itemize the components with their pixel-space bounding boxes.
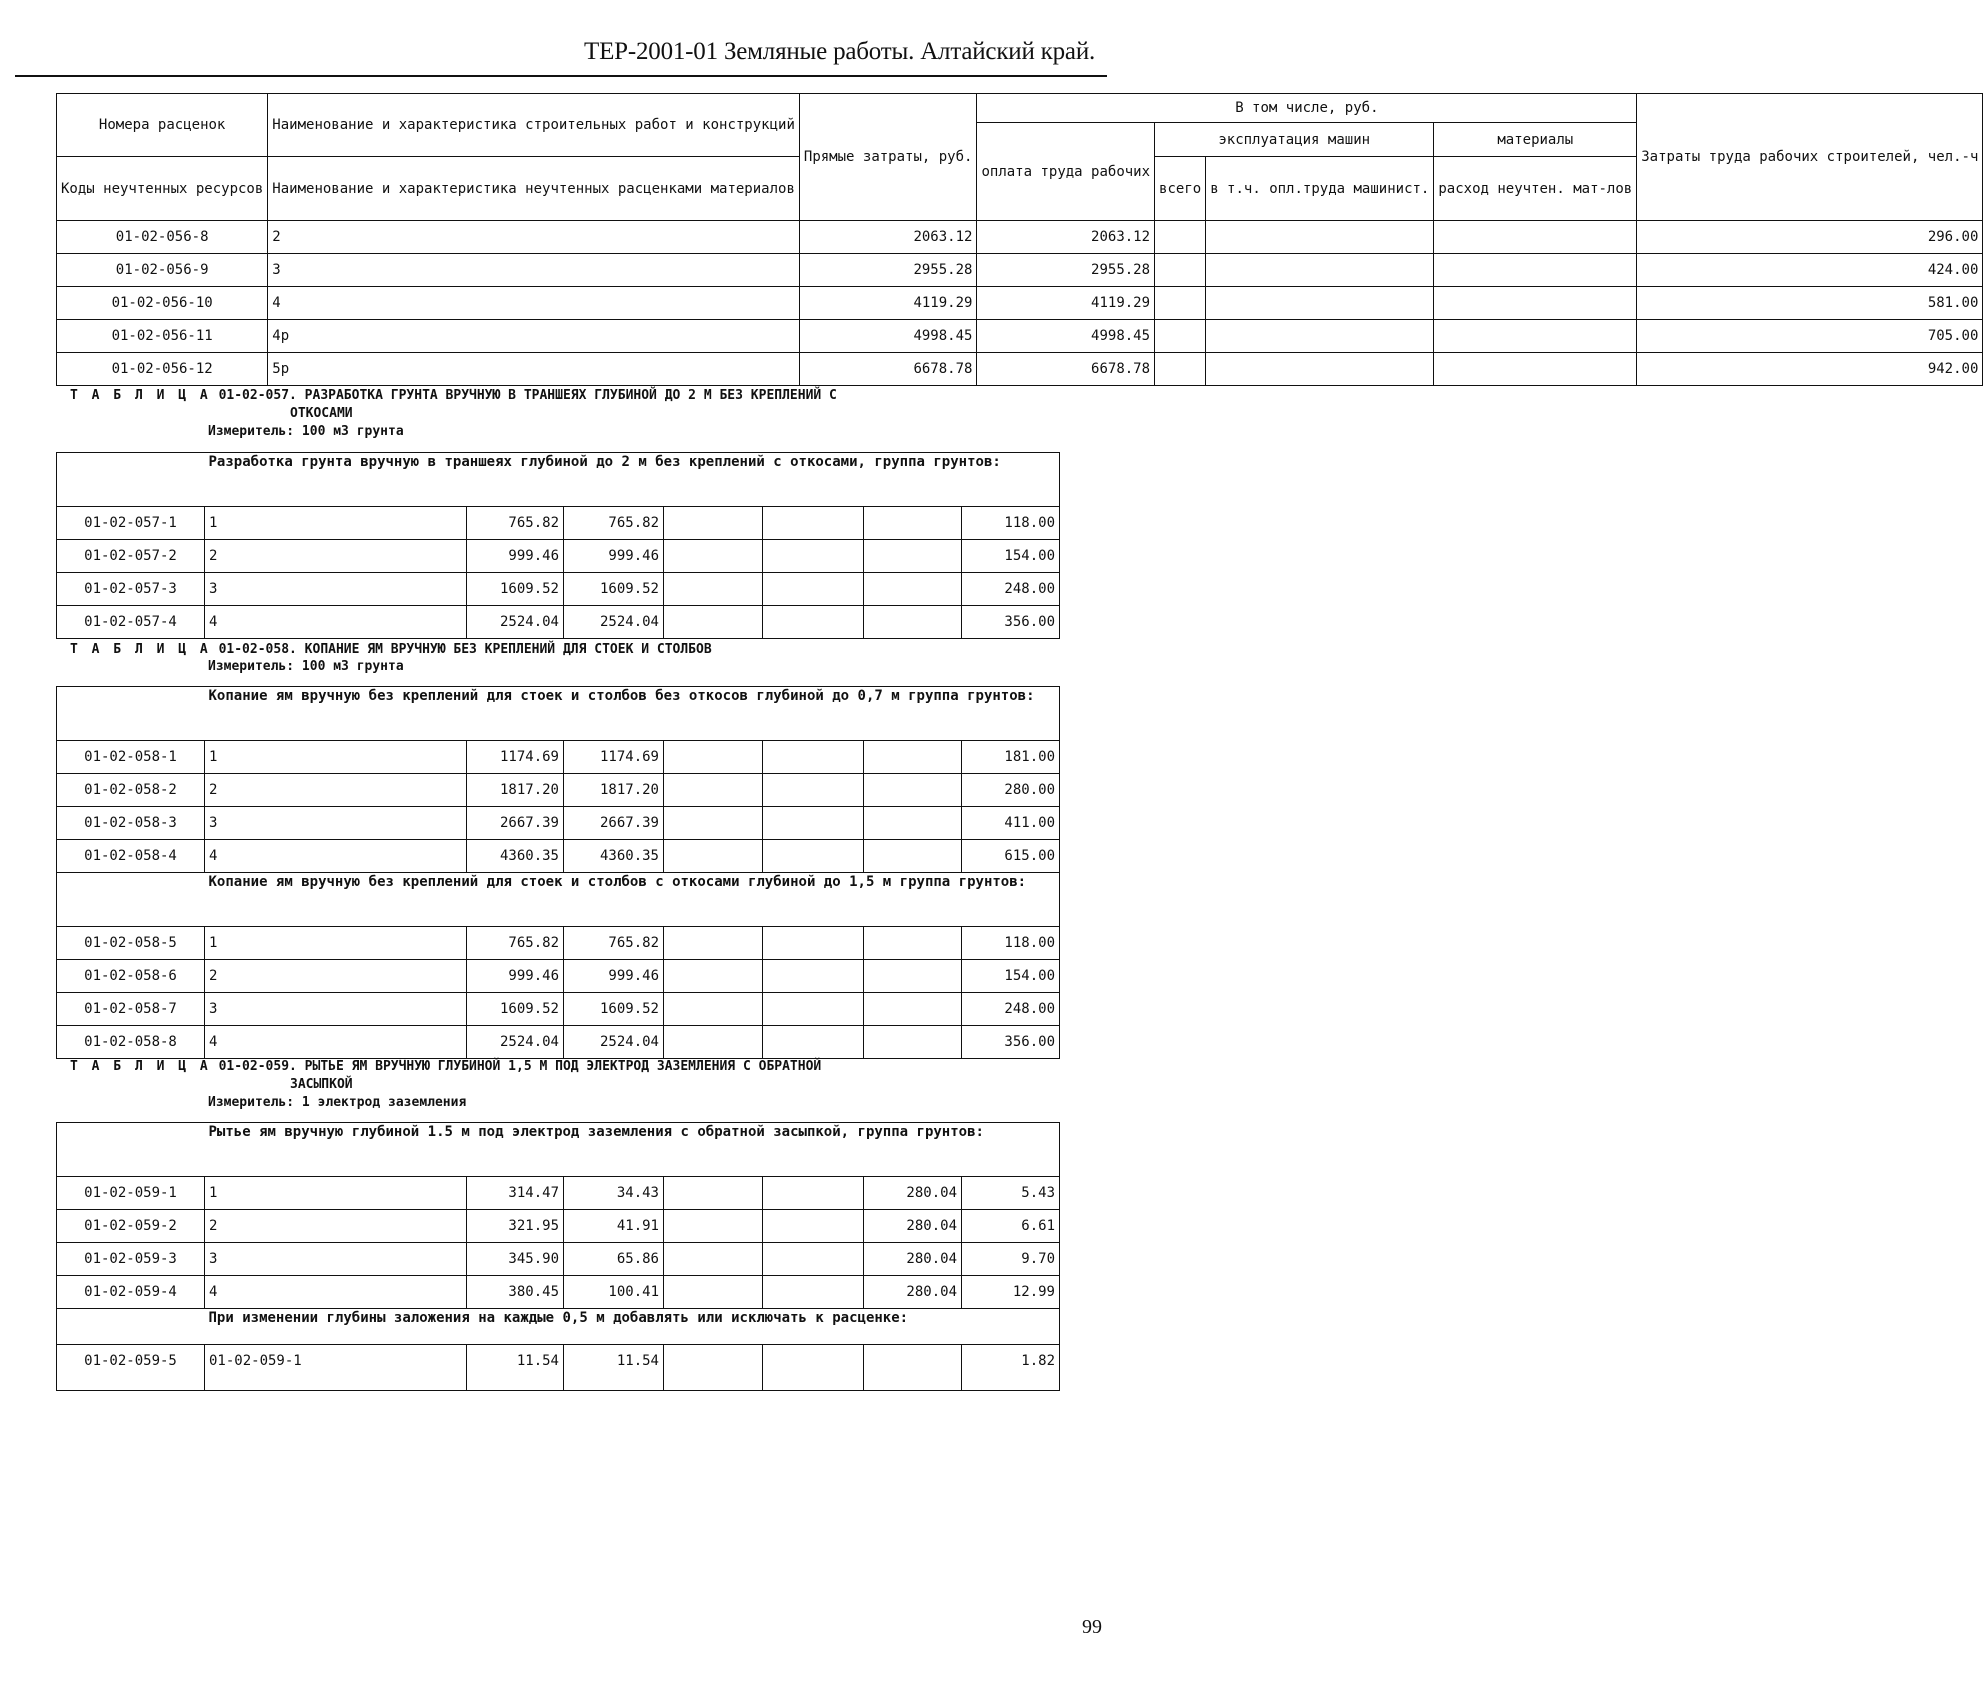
cell-direct-costs: 2667.39 — [467, 807, 564, 840]
table-measure-057: Измеритель: 100 м3 грунта — [208, 424, 404, 439]
cell-direct-costs: 2524.04 — [467, 606, 564, 639]
table-row — [57, 1210, 1060, 1243]
cell-worker-pay: 2667.39 — [564, 807, 664, 840]
cell-materials — [1434, 353, 1637, 386]
cell-worker-pay: 2524.04 — [564, 606, 664, 639]
table-row — [57, 993, 1060, 1026]
cell-worker-pay: 11.54 — [564, 1345, 664, 1391]
cell-materials — [1434, 221, 1637, 254]
cell-rate-name: 3 — [205, 993, 467, 1026]
table-row — [57, 507, 1060, 540]
cell-driver-pay — [763, 993, 864, 1026]
cell-rate-name: 3 — [205, 573, 467, 606]
rates-table-056 — [56, 93, 1983, 386]
cell-worker-pay: 2524.04 — [564, 1026, 664, 1059]
cell-materials: 280.04 — [864, 1276, 962, 1309]
cell-rate-name: 1 — [205, 507, 467, 540]
cell-rate-code: 01-02-056-12 — [57, 353, 268, 386]
cell-rate-name: 2 — [205, 540, 467, 573]
cell-labor-costs: 154.00 — [962, 960, 1060, 993]
cell-rate-name: 01-02-059-1 — [205, 1345, 467, 1391]
cell-labor-costs: 9.70 — [962, 1243, 1060, 1276]
table-caption-058 — [70, 641, 712, 659]
cell-driver-pay — [763, 960, 864, 993]
cell-machines-total — [664, 573, 763, 606]
cell-materials: 280.04 — [864, 1210, 962, 1243]
table-title: 01-02-059. РЫТЬЕ ЯМ ВРУЧНУЮ ГЛУБИНОЙ 1,5 М ПОД ЭЛЕКТРОД ЗАЗЕМЛЕНИЯ С ОБРАТНОЙ — [218, 1059, 822, 1074]
col-header-labor-costs: Затраты труда рабочих строителей, чел.-ч — [1637, 94, 1983, 221]
cell-rate-code: 01-02-059-3 — [57, 1243, 205, 1276]
table-row — [57, 960, 1060, 993]
note-spacer — [57, 873, 205, 927]
col-header-driver-pay: в т.ч. опл.труда машинист. — [1206, 157, 1434, 221]
cell-materials — [864, 807, 962, 840]
cell-machines-total — [1155, 254, 1206, 287]
cell-worker-pay: 1817.20 — [564, 774, 664, 807]
cell-labor-costs: 705.00 — [1637, 320, 1983, 353]
cell-machines-total — [664, 993, 763, 1026]
cell-driver-pay — [763, 507, 864, 540]
table-caption-059 — [70, 1058, 821, 1076]
cell-rate-code: 01-02-057-2 — [57, 540, 205, 573]
rates-table-057 — [56, 452, 1060, 639]
cell-rate-name: 5р — [268, 353, 800, 386]
note-spacer — [57, 1123, 205, 1177]
group-note: При изменении глубины заложения на каждые 0,5 м добавлять или исключать к расценке: — [205, 1309, 1060, 1345]
cell-worker-pay: 41.91 — [564, 1210, 664, 1243]
cell-rate-name: 2 — [268, 221, 800, 254]
table-measure-058: Измеритель: 100 м3 грунта — [208, 659, 404, 674]
table-row — [57, 353, 1983, 386]
cell-driver-pay — [763, 573, 864, 606]
cell-direct-costs: 380.45 — [467, 1276, 564, 1309]
cell-rate-code: 01-02-059-1 — [57, 1177, 205, 1210]
cell-labor-costs: 356.00 — [962, 1026, 1060, 1059]
cell-machines-total — [664, 1276, 763, 1309]
table-row — [57, 840, 1060, 873]
col-header-machines: эксплуатация машин — [1155, 123, 1434, 157]
cell-driver-pay — [1206, 353, 1434, 386]
cell-direct-costs: 765.82 — [467, 927, 564, 960]
cell-driver-pay — [1206, 287, 1434, 320]
cell-rate-name: 1 — [205, 927, 467, 960]
cell-rate-name: 3 — [268, 254, 800, 287]
page-number: 99 — [1082, 1616, 1102, 1638]
table-label: Т А Б Л И Ц А — [70, 1059, 211, 1074]
cell-materials — [1434, 320, 1637, 353]
cell-machines-total — [1155, 320, 1206, 353]
cell-worker-pay: 100.41 — [564, 1276, 664, 1309]
cell-driver-pay — [763, 1243, 864, 1276]
cell-rate-code: 01-02-058-1 — [57, 741, 205, 774]
cell-driver-pay — [763, 927, 864, 960]
cell-materials — [864, 606, 962, 639]
col-header-direct-costs: Прямые затраты, руб. — [799, 94, 977, 221]
cell-machines-total — [664, 1210, 763, 1243]
cell-labor-costs: 248.00 — [962, 573, 1060, 606]
cell-worker-pay: 999.46 — [564, 540, 664, 573]
table-title-cont: ЗАСЫПКОЙ — [290, 1077, 353, 1092]
cell-machines-total — [664, 1243, 763, 1276]
cell-driver-pay — [1206, 320, 1434, 353]
cell-labor-costs: 356.00 — [962, 606, 1060, 639]
col-header-materials: материалы — [1434, 123, 1637, 157]
cell-machines-total — [664, 927, 763, 960]
cell-rate-code: 01-02-056-8 — [57, 221, 268, 254]
table-row — [57, 606, 1060, 639]
cell-driver-pay — [1206, 254, 1434, 287]
cell-materials — [1434, 287, 1637, 320]
cell-machines-total — [664, 1026, 763, 1059]
cell-materials — [1434, 254, 1637, 287]
table-title: 01-02-058. КОПАНИЕ ЯМ ВРУЧНУЮ БЕЗ КРЕПЛЕНИЙ ДЛЯ СТОЕК И СТОЛБОВ — [218, 642, 712, 657]
cell-materials — [864, 774, 962, 807]
cell-worker-pay: 65.86 — [564, 1243, 664, 1276]
cell-direct-costs: 2524.04 — [467, 1026, 564, 1059]
cell-machines-total — [664, 960, 763, 993]
cell-worker-pay: 765.82 — [564, 507, 664, 540]
cell-direct-costs: 4998.45 — [799, 320, 977, 353]
cell-labor-costs: 6.61 — [962, 1210, 1060, 1243]
cell-machines-total — [664, 840, 763, 873]
cell-worker-pay: 4119.29 — [977, 287, 1155, 320]
cell-direct-costs: 4119.29 — [799, 287, 977, 320]
cell-materials — [864, 840, 962, 873]
cell-machines-total — [664, 774, 763, 807]
cell-labor-costs: 581.00 — [1637, 287, 1983, 320]
note-spacer — [57, 453, 205, 507]
cell-labor-costs: 615.00 — [962, 840, 1060, 873]
cell-rate-code: 01-02-056-9 — [57, 254, 268, 287]
cell-machines-total — [1155, 221, 1206, 254]
cell-labor-costs: 411.00 — [962, 807, 1060, 840]
group-note: Рытье ям вручную глубиной 1.5 м под электрод заземления с обратной засыпкой, группа грунтов: — [205, 1123, 1060, 1177]
cell-driver-pay — [1206, 221, 1434, 254]
cell-worker-pay: 2063.12 — [977, 221, 1155, 254]
cell-worker-pay: 1609.52 — [564, 573, 664, 606]
cell-machines-total — [664, 741, 763, 774]
cell-rate-code: 01-02-058-2 — [57, 774, 205, 807]
cell-driver-pay — [763, 1276, 864, 1309]
table-title-cont: ОТКОСАМИ — [290, 406, 353, 421]
cell-worker-pay: 4998.45 — [977, 320, 1155, 353]
header-rule — [15, 75, 1107, 77]
table-label: Т А Б Л И Ц А — [70, 642, 211, 657]
table-row — [57, 1243, 1060, 1276]
cell-rate-code: 01-02-056-10 — [57, 287, 268, 320]
cell-driver-pay — [763, 1345, 864, 1391]
cell-rate-name: 3 — [205, 1243, 467, 1276]
cell-worker-pay: 6678.78 — [977, 353, 1155, 386]
cell-rate-name: 1 — [205, 741, 467, 774]
cell-labor-costs: 1.82 — [962, 1345, 1060, 1391]
cell-worker-pay: 999.46 — [564, 960, 664, 993]
cell-direct-costs: 314.47 — [467, 1177, 564, 1210]
cell-machines-total — [1155, 287, 1206, 320]
col-header-rate-numbers: Номера расценок — [57, 94, 268, 157]
cell-machines-total — [1155, 353, 1206, 386]
cell-driver-pay — [763, 774, 864, 807]
cell-direct-costs: 6678.78 — [799, 353, 977, 386]
group-note: Копание ям вручную без креплений для стоек и столбов с откосами глубиной до 1,5 м группа грунтов: — [205, 873, 1060, 927]
cell-labor-costs: 942.00 — [1637, 353, 1983, 386]
cell-direct-costs: 1609.52 — [467, 573, 564, 606]
cell-rate-code: 01-02-058-5 — [57, 927, 205, 960]
cell-worker-pay: 4360.35 — [564, 840, 664, 873]
cell-rate-name: 4р — [268, 320, 800, 353]
table-label: Т А Б Л И Ц А — [70, 388, 211, 403]
cell-rate-name: 4 — [268, 287, 800, 320]
cell-materials — [864, 927, 962, 960]
group-note: Копание ям вручную без креплений для стоек и столбов без откосов глубиной до 0,7 м группа грунтов: — [205, 687, 1060, 741]
cell-materials — [864, 507, 962, 540]
cell-labor-costs: 424.00 — [1637, 254, 1983, 287]
cell-direct-costs: 1609.52 — [467, 993, 564, 1026]
cell-machines-total — [664, 1345, 763, 1391]
cell-worker-pay: 34.43 — [564, 1177, 664, 1210]
cell-direct-costs: 2955.28 — [799, 254, 977, 287]
cell-machines-total — [664, 807, 763, 840]
cell-rate-name: 1 — [205, 1177, 467, 1210]
cell-materials: 280.04 — [864, 1243, 962, 1276]
cell-labor-costs: 5.43 — [962, 1177, 1060, 1210]
cell-driver-pay — [763, 741, 864, 774]
cell-rate-name: 2 — [205, 960, 467, 993]
cell-driver-pay — [763, 1210, 864, 1243]
group-note: Разработка грунта вручную в траншеях глубиной до 2 м без креплений с откосами, группа грунтов: — [205, 453, 1060, 507]
table-row — [57, 320, 1983, 353]
table-row — [57, 540, 1060, 573]
cell-labor-costs: 12.99 — [962, 1276, 1060, 1309]
cell-rate-code: 01-02-056-11 — [57, 320, 268, 353]
cell-rate-name: 4 — [205, 1026, 467, 1059]
cell-machines-total — [664, 540, 763, 573]
rates-table-058 — [56, 686, 1060, 1059]
cell-materials — [864, 540, 962, 573]
cell-labor-costs: 118.00 — [962, 507, 1060, 540]
cell-driver-pay — [763, 606, 864, 639]
table-row — [57, 254, 1983, 287]
cell-materials — [864, 993, 962, 1026]
cell-materials — [864, 1026, 962, 1059]
cell-materials — [864, 960, 962, 993]
cell-materials — [864, 741, 962, 774]
table-row — [57, 774, 1060, 807]
note-spacer — [57, 687, 205, 741]
cell-driver-pay — [763, 807, 864, 840]
col-header-work-name: Наименование и характеристика строительных работ и конструкций — [268, 94, 800, 157]
table-row — [57, 287, 1983, 320]
cell-materials — [864, 1345, 962, 1391]
cell-rate-code: 01-02-058-6 — [57, 960, 205, 993]
cell-rate-name: 2 — [205, 1210, 467, 1243]
cell-rate-code: 01-02-058-3 — [57, 807, 205, 840]
note-spacer — [57, 1309, 205, 1345]
table-row — [57, 1026, 1060, 1059]
cell-worker-pay: 1174.69 — [564, 741, 664, 774]
cell-rate-code: 01-02-058-4 — [57, 840, 205, 873]
cell-worker-pay: 765.82 — [564, 927, 664, 960]
cell-direct-costs: 999.46 — [467, 960, 564, 993]
cell-rate-code: 01-02-059-4 — [57, 1276, 205, 1309]
table-row — [57, 741, 1060, 774]
cell-direct-costs: 765.82 — [467, 507, 564, 540]
cell-machines-total — [664, 1177, 763, 1210]
cell-driver-pay — [763, 1177, 864, 1210]
cell-driver-pay — [763, 840, 864, 873]
cell-rate-name: 2 — [205, 774, 467, 807]
cell-labor-costs: 296.00 — [1637, 221, 1983, 254]
table-row — [57, 807, 1060, 840]
cell-machines-total — [664, 606, 763, 639]
cell-materials: 280.04 — [864, 1177, 962, 1210]
cell-machines-total — [664, 507, 763, 540]
cell-direct-costs: 345.90 — [467, 1243, 564, 1276]
cell-rate-name: 4 — [205, 1276, 467, 1309]
cell-worker-pay: 1609.52 — [564, 993, 664, 1026]
cell-direct-costs: 4360.35 — [467, 840, 564, 873]
cell-rate-code: 01-02-059-5 — [57, 1345, 205, 1391]
col-header-unaccounted-materials: расход неучтен. мат-лов — [1434, 157, 1637, 221]
table-title: 01-02-057. РАЗРАБОТКА ГРУНТА ВРУЧНУЮ В ТРАНШЕЯХ ГЛУБИНОЙ ДО 2 М БЕЗ КРЕПЛЕНИЙ С — [218, 388, 837, 403]
cell-rate-code: 01-02-057-3 — [57, 573, 205, 606]
cell-direct-costs: 2063.12 — [799, 221, 977, 254]
cell-rate-code: 01-02-057-4 — [57, 606, 205, 639]
page-header-title: ТЕР-2001-01 Земляные работы. Алтайский край. — [584, 38, 1096, 65]
cell-direct-costs: 999.46 — [467, 540, 564, 573]
cell-direct-costs: 11.54 — [467, 1345, 564, 1391]
cell-materials — [864, 573, 962, 606]
cell-rate-name: 4 — [205, 840, 467, 873]
cell-rate-code: 01-02-059-2 — [57, 1210, 205, 1243]
cell-labor-costs: 280.00 — [962, 774, 1060, 807]
table-row — [57, 1177, 1060, 1210]
rates-table-059 — [56, 1122, 1060, 1391]
col-header-worker-pay: оплата труда рабочих — [977, 123, 1155, 221]
cell-worker-pay: 2955.28 — [977, 254, 1155, 287]
cell-direct-costs: 1174.69 — [467, 741, 564, 774]
cell-labor-costs: 181.00 — [962, 741, 1060, 774]
table-caption-057 — [70, 387, 837, 405]
cell-rate-name: 4 — [205, 606, 467, 639]
col-header-including: В том числе, руб. — [977, 94, 1637, 123]
cell-direct-costs: 321.95 — [467, 1210, 564, 1243]
cell-direct-costs: 1817.20 — [467, 774, 564, 807]
cell-rate-code: 01-02-058-8 — [57, 1026, 205, 1059]
cell-labor-costs: 154.00 — [962, 540, 1060, 573]
cell-driver-pay — [763, 540, 864, 573]
table-row — [57, 221, 1983, 254]
cell-labor-costs: 118.00 — [962, 927, 1060, 960]
col-header-resource-codes: Коды неучтенных ресурсов — [57, 157, 268, 221]
table-row — [57, 1276, 1060, 1309]
table-row — [57, 927, 1060, 960]
cell-driver-pay — [763, 1026, 864, 1059]
table-measure-059: Измеритель: 1 электрод заземления — [208, 1095, 467, 1110]
cell-rate-code: 01-02-058-7 — [57, 993, 205, 1026]
col-header-machines-total: всего — [1155, 157, 1206, 221]
col-header-material-name: Наименование и характеристика неучтенных расценками материалов — [268, 157, 800, 221]
cell-rate-code: 01-02-057-1 — [57, 507, 205, 540]
table-row — [57, 573, 1060, 606]
cell-rate-name: 3 — [205, 807, 467, 840]
cell-labor-costs: 248.00 — [962, 993, 1060, 1026]
table-row — [57, 1345, 1060, 1391]
